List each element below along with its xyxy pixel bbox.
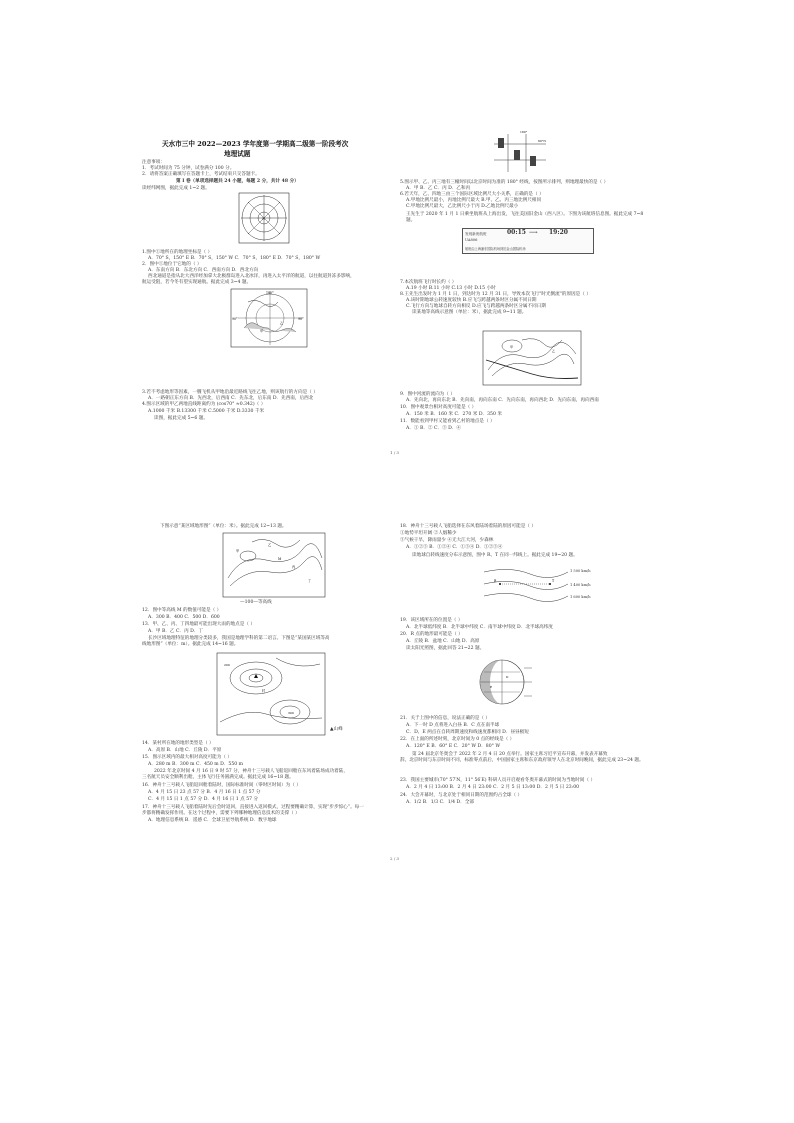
svg-text:T: T (552, 579, 555, 583)
question-19: 19．该区域所在的位置是（ ） (400, 618, 463, 623)
intro-q21-22: 读太阳光照图，据此回答 21~22 题。 (406, 646, 485, 651)
question-2-options: A．东南方向 B．东北方向 C．西南方向 D．西北方向 (148, 268, 259, 273)
question-8-option-a: A.该时期地球公转速度较快 B.应飞与跨越两条时区分属不同日期 (406, 298, 537, 303)
svg-text:180°: 180° (520, 130, 528, 134)
question-7-options: A.19 小时 B.11 小时 C.13 小时 D.15 小时 (406, 286, 496, 291)
mountain-peak-legend-label: 山峰 (333, 727, 343, 732)
intro-q19-20: 读地球自转线速度分布示意图，图中 R、T 在同一纬线上。据此完成 19~20 题。 (412, 553, 578, 558)
svg-text:乙: 乙 (268, 543, 272, 547)
question-16: 16．神舟十三号载人飞船返回舱着陆时，国际标准时间（零时区时间）为（ ） (142, 783, 301, 788)
contour-map-figure (482, 330, 582, 386)
note-2: 2．请将答案正确填写在答题卡上，考试结束只交答题卡。 (142, 172, 260, 177)
ticket-departure-time: 00:15 (507, 229, 526, 236)
question-17-options: A．地理信息系统 B．遥感 C．全球卫星导航系统 D．数字地球 (148, 818, 277, 823)
intro-q14-16-a: 长沙区域地理特征的地理分类较多，我国是地理学科的第二语言。下图是“某国某区域等高 (148, 636, 330, 641)
flight-ticket (462, 228, 594, 254)
question-16-option-a: A．4 月 15 日 23 点 57 分 B．4 月 16 日 1 点 57 分 (148, 790, 261, 795)
svg-text:90°: 90° (232, 317, 238, 321)
question-13: 13．甲、乙、丙、丁四地最可能出现大雨的地点是（ ） (142, 622, 255, 627)
question-21: 21．关于上图中的信息，说法正确的是（ ） (400, 716, 490, 721)
svg-text:乙: 乙 (552, 349, 556, 353)
svg-text:R: R (494, 579, 497, 583)
intro-q7-8: 王先生于 2020 年 1 月 1 日乘坐航班从上海出发，飞往美国旧金山（西八区）。下图为该航班信息图。据此完成 7~8 题。 (406, 212, 644, 223)
question-7: 7.本次航班飞行时长约（ ） (400, 280, 457, 285)
question-21-option-b: C．D、E 两点在自转周期速度和线速度都相同 D．昼昼极短 (406, 730, 529, 735)
question-13-options: A．甲 B．乙 C．丙 D．丁 (148, 629, 204, 634)
question-11-options: A．① B．② C．③ D．④ (406, 426, 462, 431)
svg-text:E: E (490, 685, 493, 689)
svg-text:甲: 甲 (510, 345, 514, 349)
intro-q3-4-a: 西北通道是指从北大西洋经加拿大北极群岛进入北冰洋，再进入太平洋的航道，以往航道封冻多影响， (148, 274, 355, 279)
question-23-options: A．2 月 4 日 13:00 B．2 月 4 日 23:00 C．2 月 5 日 13:00 D．2 月 5 日 23:00 (406, 785, 580, 790)
intro-q16-18-a: 2022 年北京时间 4 月 16 日 9 时 57 分，神舟十三号载人飞船返回舱在东风着陆场成功着陆， (154, 769, 348, 774)
svg-text:乙: 乙 (280, 321, 284, 325)
question-18: 18．神舟十三号载人飞船选择在东风着陆场着陆的原因可能是（ ） (400, 524, 536, 529)
mountain-peak-legend: ▲山峰 (330, 727, 343, 732)
page-number-2: 2 / 3 (390, 856, 399, 861)
question-10-options: A．150 米 B．160 米 C．270 米 D．350 米 (406, 412, 502, 417)
timezone-figure (490, 130, 550, 176)
question-22-options: A．120° E B．60° E C．20° W D．80° W (406, 744, 501, 749)
question-5-options: A．甲 B．乙 C．丙 D．乙和丙 (406, 186, 471, 191)
question-10: 10．图中观景台相对高度可能是（ ） (400, 405, 477, 410)
intro-q9-11: 读某地等高线示意图（单位：米），据此完成 9~11 题。 (412, 310, 527, 315)
svg-text:60°N: 60°N (538, 139, 546, 143)
intro-q16-18-b: 三名航天员安全顺利出舱，主体飞行任务圆满完成。据此完成 16~18 题。 (142, 775, 294, 780)
question-15: 15．图示区域内的最大相对高度可能为（ ） (142, 755, 232, 760)
svg-text:90°: 90° (298, 317, 304, 321)
intro-q1-2: 读经纬网图，据此完成 1~2 题。 (142, 186, 210, 191)
svg-text:甲: 甲 (260, 329, 264, 333)
intro-q3-4-b: 航运受阻，若今冬有望实现通航。据此完成 3~4 题。 (142, 280, 252, 285)
svg-text:丙: 丙 (292, 565, 296, 569)
speed-label-1500: 1 500 km/h (570, 569, 591, 573)
polar-grid-figure (238, 192, 290, 244)
speed-label-1400: 1 400 km/h (570, 583, 591, 587)
question-24: 24．大会开幕时，与北京处于相同日期的范围约占全球（ ） (400, 793, 523, 798)
svg-text:丁: 丁 (308, 579, 312, 583)
speed-label-1600: 1 600 km/h (570, 595, 591, 599)
svg-text:300: 300 (288, 711, 294, 715)
question-11: 11．数能看到甲村又能看到乙村的地点是（ ） (400, 419, 495, 424)
notes-heading: 注意事项： (142, 160, 165, 165)
village-contour-figure (216, 652, 326, 736)
ticket-note: 航班由上海浦东国际机场到旧金山国际机场 (465, 247, 526, 251)
exam-subtitle: 地理试题 (224, 150, 251, 158)
contour-legend: —100—等高线 (240, 600, 272, 605)
svg-text:200: 200 (224, 663, 230, 667)
question-16-option-b: C．4 月 15 日 1 点 57 分 D．4 月 16 日 1 点 57 分 (148, 797, 259, 802)
ticket-arrival-time: 19:20 (549, 229, 568, 236)
question-14-options: A．高原 B．山地 C．丘陵 D．平原 (148, 748, 222, 753)
intro-q12-13: 下图示意“某区域地形图”（单位：米）。据此完成 12~13 题。 (160, 524, 287, 529)
ticket-airline: 发现新贵航班 (465, 232, 487, 236)
question-20-options: A．丘陵 B．盆地 C．山地 D．高原 (406, 639, 480, 644)
svg-text:N: N (262, 217, 266, 221)
question-1-options: A．70° S，150° E B．70° S，150° W C．70° S，180° E D．70° S，180° W (148, 256, 321, 261)
note-1: 1．考试时间为 75 分钟，试卷满分 100 分。 (142, 166, 235, 171)
section-heading: 第 I 卷（单项选择题共 24 小题，每题 2 分，共计 48 分） (176, 179, 299, 184)
question-3: 3.若不考虑地形等因素，一艘飞机从甲地沿最近路线飞往乙地，则该航行的方向是（ ） (142, 390, 318, 395)
svg-text:村: 村 (262, 689, 266, 693)
question-17-a: 17．神舟十三号载人飞船着陆时先后会时返回，直接进入返回模式，过程要精确计算，实现“步步惊心”。每一 (142, 805, 364, 810)
question-8-option-b: C.飞行方向与地球自转方向相反 D.应飞与跨越两条时区分属不同日期 (406, 304, 546, 309)
regional-contour-figure (222, 532, 326, 598)
question-19-options: A．北半球低纬度 B．北半球中纬度 C．南半球中纬度 D．北半球高纬度 (406, 625, 553, 630)
question-12-options: A．300 B．400 C．500 D．600 (148, 615, 220, 620)
question-21-option-a: A．下一时 D 点将进入白昼 B．C 点在南半球 (406, 723, 500, 728)
svg-text:M: M (278, 557, 282, 561)
ticket-flight-number: UA806 (465, 238, 478, 242)
question-24-options: A．1/2 B．1/3 C．1/4 D．全部 (406, 800, 475, 805)
question-17-b: 步都将精确发挥作用。在这个过程中，需要下列哪种地理信息技术的支撑（ ） (142, 811, 300, 816)
ticket-arrow-icon: ⟶ (529, 229, 538, 236)
question-4: 4.图示区域的甲乙两地直线距离约为 (cos70° ≈0.342)（ ） (142, 402, 266, 407)
intro-q14-16-b: 线地形图”（单位：m）。据此完成 14~16 题。 (142, 642, 239, 647)
sunlight-globe-figure (476, 654, 532, 710)
rotation-speed-figure (480, 562, 570, 612)
question-20: 20．R 点的地形最可能是（ ） (400, 632, 463, 637)
svg-text:D: D (506, 675, 509, 679)
question-15-options: A．280 m B．300 m C．450 m D．550 m (148, 762, 243, 767)
question-18-item-b: ③气候干旱，降雨量少 ④无大江大河，少森林 (400, 538, 494, 543)
exam-page-2 (140, 522, 660, 868)
question-9: 9．图中河流的流向为（ ） (400, 392, 455, 397)
question-3-options: A．一路朝正东方向 B．先西北，后西南 C．先东北，后东南 D．先西南，后西北 (148, 396, 314, 401)
question-6-option-a: A.甲地比例尺最小，丙地比例尺最大 B.甲、乙、丙三地比例尺相同 (406, 198, 542, 203)
question-18-options: A．①②③ B．①②④ C．①③④ D．①②③④ (406, 545, 503, 550)
question-2: 2．图中①地位于它地的（ ） (142, 262, 202, 267)
page-number-1: 1 / 3 (390, 450, 399, 455)
question-22: 22．在上面的所述时刻，北京时间为 0 点的经线是（ ） (400, 737, 515, 742)
question-8: 8.王先生出发时为 1 月 1 日，到达时为 12 月 31 日，导致本次飞行"时光倒流"的原因是（ ） (400, 292, 591, 297)
intro-q23-24-b: 辞。北京时间与东京时间不同，标准零点前后，中国国家主席和东京政府领导人在北京时间晚间，据此完成 23~24 题。 (400, 758, 644, 763)
question-6-option-b: C.甲地比例尺最大，乙比例尺小于丙 D.乙地比例尺最小 (406, 204, 519, 209)
question-4-options: A.1000 千米 B.13300 千米 C.5000 千米 D.3330 千米 (148, 409, 265, 414)
arctic-map-figure (230, 288, 308, 348)
question-9-options: A．先向北，再向东北 B．先向南，再向东南 C．先向东南，再向西北 D．先向东南，再向西南 (406, 398, 599, 403)
svg-text:甲: 甲 (236, 549, 240, 553)
intro-q5-6: 读图，据此完成 5~6 题。 (154, 416, 208, 421)
question-12: 12．图中等高线 M 的数值可能是（ ） (142, 608, 222, 613)
question-1: 1.图中①地所在的地理坐标是（ ） (142, 250, 213, 255)
question-14: 14．某村所在地的地形类型是（ ） (142, 741, 214, 746)
intro-q23-24-a: 第 24 届北京冬奥会于 2022 年 2 月 4 日 20 点举行。国家主席习近平宣布开幕，并发表开幕致 (412, 752, 608, 757)
question-6: 6.若天年，乙、四地三由三个国际区域比例尺大小关系，正确的是（ ） (400, 192, 544, 197)
exam-page-1 (140, 128, 660, 458)
question-5: 5.图示甲、乙、丙三地有三幢时间以北京时间为准的 180° 经线，按图所示排列，则地理最快的是（ ） (400, 180, 609, 185)
svg-text:180°: 180° (266, 291, 274, 295)
question-18-item-a: ①地势平坦开阔 ②人烟稀少 (400, 531, 457, 536)
exam-title: 天水市三中 2022—2023 学年度第一学期高二级第一阶段考次 (162, 140, 349, 148)
question-23: 23．我国主要城市(70° 57′N，11° 56′E) 科研人员开启观看冬奥开幕式的时间为当地时间（ ） (400, 778, 596, 783)
